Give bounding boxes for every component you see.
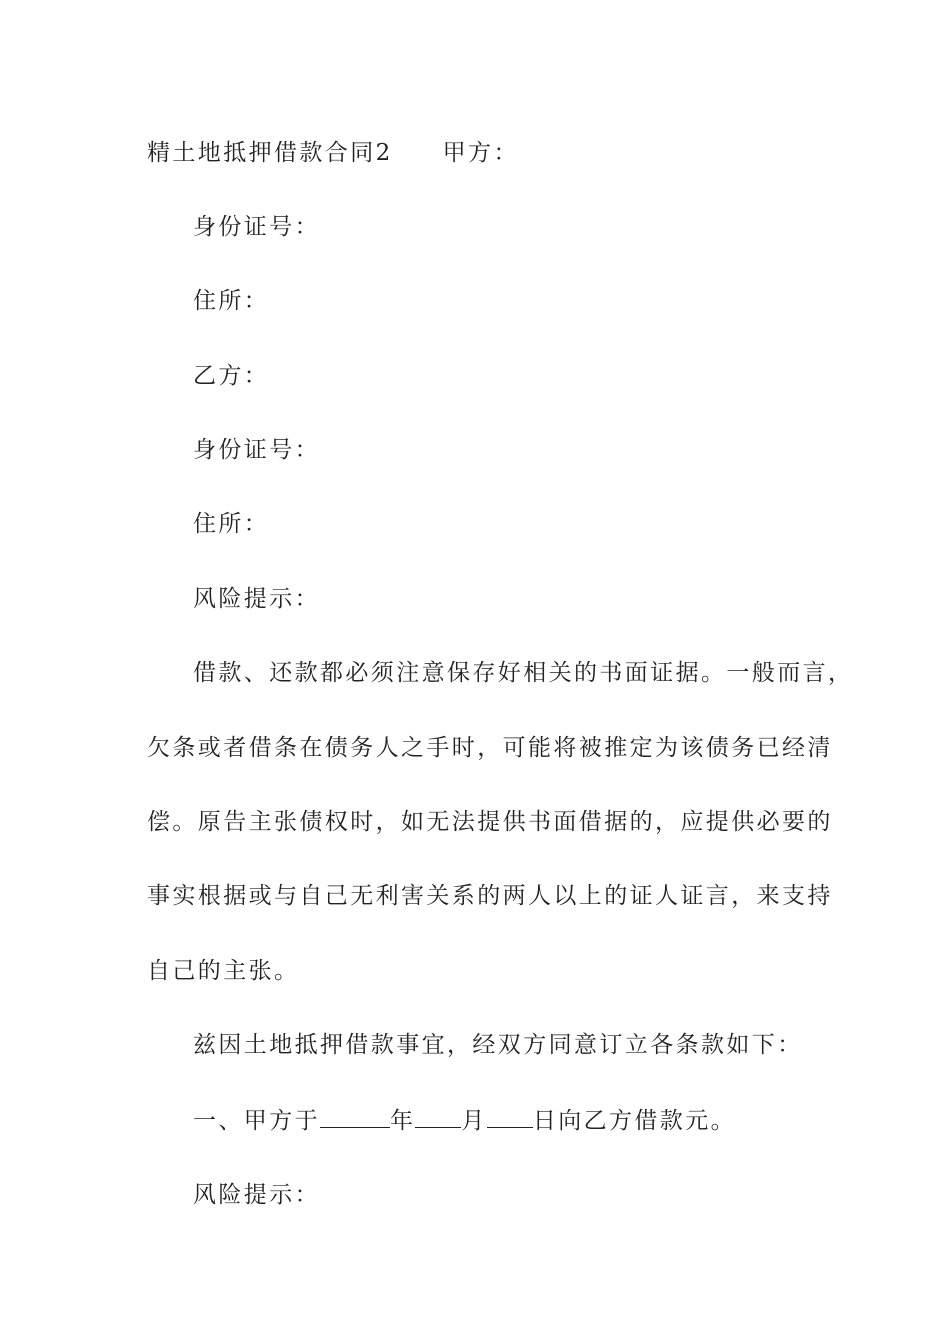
risk-paragraph-line-4: 事实根据或与自己无利害关系的两人以上的证人证言，来支持	[147, 883, 833, 909]
risk-paragraph-line-2: 欠条或者借条在债务人之手时，可能将被推定为该债务已经清	[147, 735, 833, 761]
month-blank	[415, 1105, 461, 1128]
year-blank	[320, 1105, 390, 1128]
day-blank	[487, 1105, 533, 1128]
clause-1-year: 年	[390, 1108, 416, 1134]
clause-1-month: 月	[461, 1108, 487, 1134]
clause-1-suffix: 日向乙方借款元。	[532, 1108, 737, 1134]
party-b-id-label: 身份证号：	[193, 437, 320, 463]
clause-1-line	[193, 1105, 736, 1136]
risk-label-1: 风险提示：	[193, 586, 320, 612]
party-a-id-label: 身份证号：	[193, 214, 320, 240]
risk-paragraph-line-1: 借款、还款都必须注意保存好相关的书面证据。一般而言，	[193, 660, 854, 686]
risk-paragraph-line-5: 自己的主张。	[147, 958, 300, 984]
title-line	[147, 138, 519, 168]
risk-paragraph-line-3: 偿。原告主张债权时，如无法提供书面借据的，应提供必要的	[147, 809, 833, 835]
document-title: 精土地抵押借款合同2	[147, 140, 393, 166]
party-b-address-label: 住所：	[193, 511, 270, 537]
party-a-address-label: 住所：	[193, 288, 270, 314]
party-b-label: 乙方：	[193, 363, 270, 389]
clause-1-prefix: 一、甲方于	[193, 1108, 320, 1134]
party-a-label: 甲方：	[442, 140, 519, 166]
intro-line: 兹因土地抵押借款事宜，经双方同意订立各条款如下：	[193, 1032, 803, 1058]
risk-label-2: 风险提示：	[193, 1182, 320, 1208]
